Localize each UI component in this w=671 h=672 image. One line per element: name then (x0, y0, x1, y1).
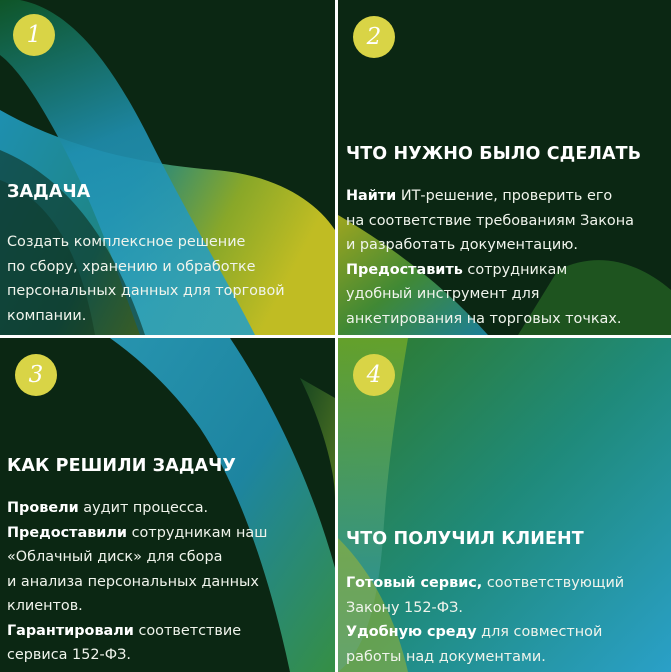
body-line: Предоставили сотрудникам наш (7, 524, 268, 541)
panel-body (7, 496, 267, 668)
body-line: «Облачный диск» для сбора (7, 549, 223, 565)
panel-task (0, 0, 335, 335)
body-line: Удобную среду для совместной (346, 624, 603, 640)
panel-heading: ЗАДАЧА (7, 182, 91, 202)
body-line: на соответствие требованиям Закона (346, 212, 634, 229)
panel-body (346, 184, 634, 331)
panel-requirements (338, 0, 671, 335)
step-number-badge: 3 (15, 354, 57, 396)
step-number-badge: 2 (353, 16, 395, 58)
body-line: работы над документами. (346, 648, 546, 665)
body-line: Готовый сервис, соответствующий (346, 575, 625, 591)
panel-body (7, 230, 285, 328)
body-line: компании. (7, 307, 87, 324)
body-line: Закону 152-ФЗ. (346, 599, 463, 616)
body-line: персональных данных для торговой (7, 283, 285, 299)
body-line: удобный инструмент для (346, 286, 540, 302)
body-line: сервиса 152-ФЗ. (7, 647, 131, 663)
body-line: Создать комплексное решение (7, 234, 246, 250)
panel-body (346, 571, 624, 669)
body-line: и анализа персональных данных (7, 573, 259, 590)
panel-heading: ЧТО ПОЛУЧИЛ КЛИЕНТ (346, 529, 584, 549)
panel-result (338, 338, 671, 672)
body-line: и разработать документацию. (346, 237, 578, 253)
step-number-badge: 4 (353, 354, 395, 396)
step-number-badge: 1 (13, 14, 55, 56)
body-line: клиентов. (7, 598, 83, 614)
panel-heading: ЧТО НУЖНО БЫЛО СДЕЛАТЬ (346, 144, 642, 164)
body-line: Найти ИТ-решение, проверить его (346, 188, 613, 204)
body-line: Предоставить сотрудникам (346, 261, 568, 278)
body-line: Гарантировали соответствие (7, 622, 242, 639)
body-line: Провели аудит процесса. (7, 500, 209, 516)
panel-solution (0, 338, 335, 672)
body-line: по сбору, хранению и обработке (7, 258, 256, 275)
panel-heading: КАК РЕШИЛИ ЗАДАЧУ (7, 456, 237, 476)
body-line: анкетирования на торговых точках. (346, 310, 622, 327)
